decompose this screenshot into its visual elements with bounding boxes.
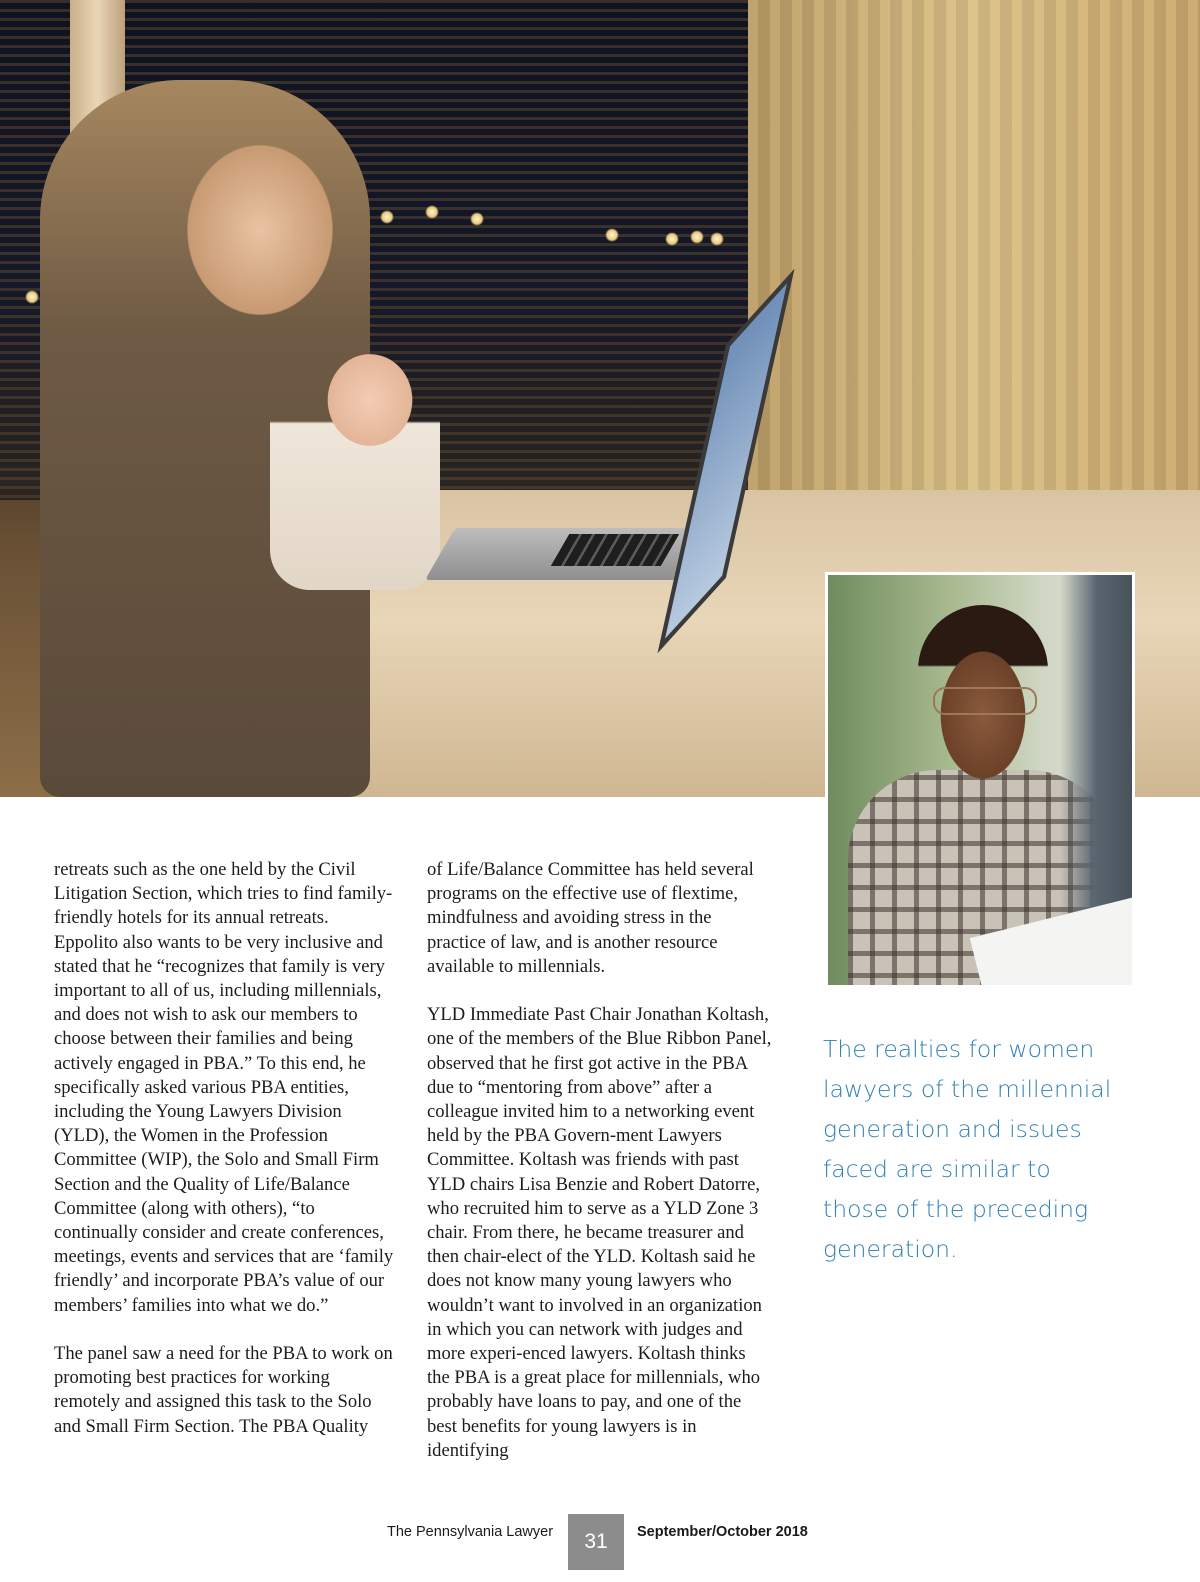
- article-column-1: [54, 858, 394, 1463]
- baby-figure: [270, 330, 440, 590]
- magazine-name: The Pennsylvania Lawyer: [387, 1524, 554, 1540]
- curtain: [748, 0, 1200, 560]
- paragraph: YLD Immediate Past Chair Jonathan Koltash, one of the members of the Blue Ribbon Panel, observed that he first got active in the PBA due to “mentoring from above” after a colleague invited him to a networking event held by the PBA Govern-ment Lawyers Committee. Koltash was friends with past YLD chairs Lisa Benzie and Robert Datorre, who recruited him to serve as a YLD Zone 3 chair. From there, he became treasurer and then chair-elect of the YLD. Koltash said he does not know many young lawyers who wouldn’t want to involved in an organization in which you can network with judges and more experi-enced lawyers. Koltash thinks the PBA is a great place for millennials, who probably have loans to pay, and one of the best benefits for young lawyers is in identifying: [427, 1004, 772, 1461]
- pull-quote: The realties for women lawyers of the millennial generation and issues faced are similar to those of the preceding generation.: [823, 1035, 1112, 1263]
- laptop-keyboard: [551, 534, 679, 566]
- page-footer: [0, 1514, 1200, 1570]
- paragraph: retreats such as the one held by the Civil Litigation Section, which tries to find family-friendly hotels for its annual retreats. Eppolito also wants to be very inclusive and stated that he “recognizes that family is very important to all of us, including millennials, and does not wish to ask our members to choose between their families and being actively engaged in PBA.” To this end, he specifically asked various PBA entities, including the Young Lawyers Division (YLD), the Women in the Profession Committee (WIP), the Solo and Small Firm Section and the Quality of Life/Balance Committee (along with others), “to continually consider and create conferences, meetings, events and services that are ‘family friendly’ and incorporate PBA’s value of our members’ families into what we do.”: [54, 859, 394, 1316]
- inset-photo-woman-in-plaid-jacket: [825, 572, 1135, 988]
- paragraph: The panel saw a need for the PBA to work on promoting best practices for working remotely and assigned this task to the Solo and Small Firm Section. The PBA Quality: [54, 1343, 393, 1437]
- article-column-2: [427, 858, 772, 1487]
- page-number: 31: [568, 1514, 624, 1570]
- paragraph: of Life/Balance Committee has held several programs on the effective use of flextime, mindfulness and avoiding stress in the practice of law, and is another resource available to millennials.: [427, 859, 754, 977]
- issue-date: September/October 2018: [637, 1524, 808, 1540]
- glasses: [933, 687, 1037, 715]
